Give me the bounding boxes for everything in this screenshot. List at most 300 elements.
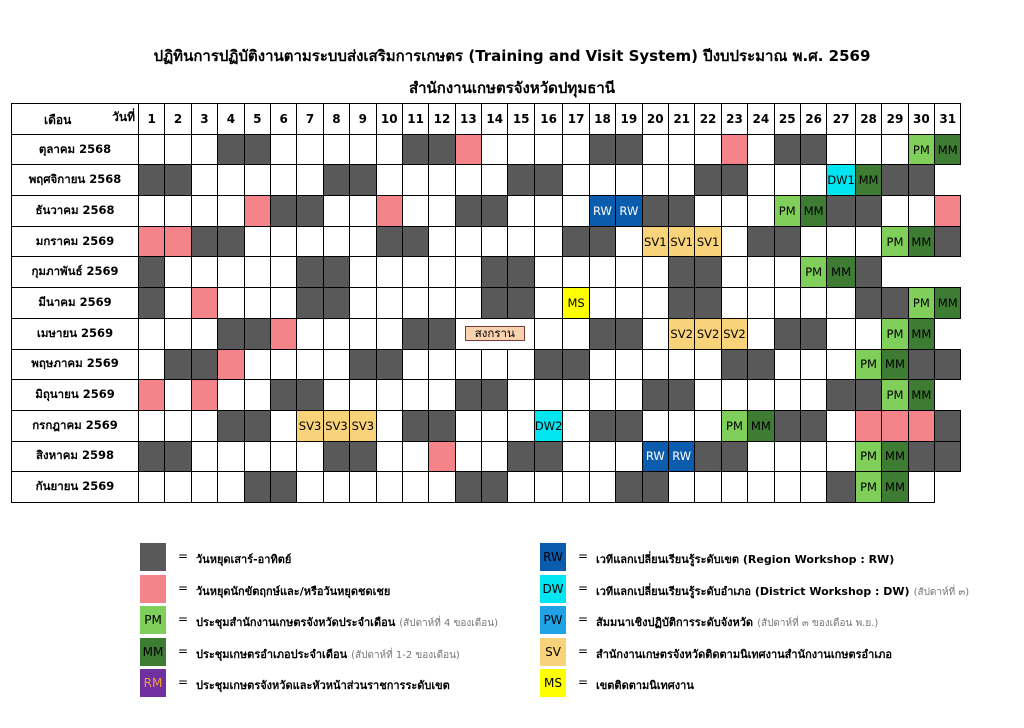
weekend-cell xyxy=(508,288,534,319)
pm-cell xyxy=(774,196,800,227)
sv-cell xyxy=(695,226,721,257)
dw-cell xyxy=(827,165,856,196)
month-label: มีนาคม 2569 xyxy=(12,288,139,319)
day-cell xyxy=(534,318,563,349)
day-cell xyxy=(855,134,881,165)
day-cell xyxy=(534,380,563,411)
weekend-cell xyxy=(616,410,642,441)
day-cell xyxy=(563,165,589,196)
corner-header xyxy=(12,104,139,135)
day-cell xyxy=(402,472,428,503)
legend-text xyxy=(196,645,460,663)
day-cell xyxy=(616,441,642,472)
day-cell xyxy=(270,288,296,319)
mm-cell xyxy=(855,165,881,196)
day-cell xyxy=(508,134,534,165)
weekend-cell xyxy=(800,134,826,165)
day-cell xyxy=(350,196,376,227)
day-cell xyxy=(563,441,589,472)
weekend-cell xyxy=(935,410,961,441)
day-cell xyxy=(563,472,589,503)
day-header-cell: 16 xyxy=(534,104,563,135)
day-cell xyxy=(721,472,747,503)
day-cell xyxy=(800,472,826,503)
pm-cell xyxy=(855,441,881,472)
day-header-cell: 27 xyxy=(827,104,856,135)
rw-cell xyxy=(668,441,694,472)
weekend-cell xyxy=(774,318,800,349)
legend-description: ประชุมสำนักงานเกษตรจังหวัดประจำเดือน xyxy=(196,616,396,629)
month-label: มิถุนายน 2569 xyxy=(12,380,139,411)
sv-cell xyxy=(297,410,323,441)
day-header-cell: 31 xyxy=(935,104,961,135)
day-cell xyxy=(165,472,191,503)
day-cell xyxy=(270,410,296,441)
day-cell xyxy=(482,441,508,472)
day-cell xyxy=(297,134,323,165)
day-cell xyxy=(191,165,217,196)
day-cell xyxy=(402,257,428,288)
day-cell xyxy=(191,134,217,165)
month-header-label: เดือน xyxy=(44,112,72,127)
weekend-cell xyxy=(855,380,881,411)
day-cell xyxy=(429,165,455,196)
weekend-cell xyxy=(323,165,349,196)
legend-swatch xyxy=(140,543,166,571)
day-cell xyxy=(244,226,270,257)
weekend-cell xyxy=(827,380,856,411)
weekend-cell xyxy=(668,380,694,411)
pm-cell xyxy=(882,226,908,257)
legend-equals: = xyxy=(578,675,589,689)
weekend-cell xyxy=(191,349,217,380)
weekend-cell xyxy=(270,380,296,411)
pm-label: PM xyxy=(805,265,823,280)
day-cell xyxy=(774,441,800,472)
day-cell xyxy=(376,257,402,288)
day-cell xyxy=(482,134,508,165)
weekend-cell xyxy=(508,257,534,288)
day-cell xyxy=(402,288,428,319)
calendar-body xyxy=(12,134,961,502)
day-cell xyxy=(429,257,455,288)
weekend-cell xyxy=(642,196,668,227)
weekend-cell xyxy=(589,134,615,165)
day-cell xyxy=(139,349,165,380)
holiday-cell xyxy=(429,441,455,472)
legend-text xyxy=(196,550,291,568)
empty-cell xyxy=(908,257,934,288)
day-cell xyxy=(244,380,270,411)
day-cell xyxy=(589,349,615,380)
legend-text xyxy=(596,676,694,694)
mm-label: MM xyxy=(911,388,932,403)
weekend-cell xyxy=(482,288,508,319)
weekend-cell xyxy=(616,472,642,503)
weekend-cell xyxy=(668,257,694,288)
day-cell xyxy=(165,288,191,319)
day-cell xyxy=(191,472,217,503)
sv-label: SV1 xyxy=(670,234,693,249)
weekend-cell xyxy=(139,257,165,288)
day-cell xyxy=(827,441,856,472)
month-row xyxy=(12,349,961,380)
day-header-cell: 9 xyxy=(350,104,376,135)
day-cell xyxy=(270,257,296,288)
day-cell xyxy=(616,288,642,319)
month-row xyxy=(12,165,961,196)
day-cell xyxy=(774,257,800,288)
day-cell xyxy=(270,134,296,165)
dw-label: DW1 xyxy=(827,173,855,188)
weekend-cell xyxy=(218,318,244,349)
sv-label: SV1 xyxy=(644,234,667,249)
day-cell xyxy=(616,257,642,288)
songkran-cell xyxy=(455,318,534,349)
mm-label: MM xyxy=(831,265,852,280)
day-cell xyxy=(429,226,455,257)
pm-label: PM xyxy=(886,326,904,341)
month-row xyxy=(12,134,961,165)
pm-cell xyxy=(855,472,881,503)
month-label: กุมภาพันธ์ 2569 xyxy=(12,257,139,288)
day-cell xyxy=(376,410,402,441)
legend-swatch xyxy=(140,575,166,603)
legend-equals: = xyxy=(578,549,589,563)
weekend-cell xyxy=(376,226,402,257)
day-cell xyxy=(668,134,694,165)
day-cell xyxy=(508,196,534,227)
page-title: ปฏิทินการปฏิบัติงานตามระบบส่งเสริมการเกษตร (Training and Visit System) ปีงบประมาณ พ.ศ. 2569 xyxy=(153,47,871,65)
month-row xyxy=(12,472,961,503)
day-cell xyxy=(165,134,191,165)
day-cell xyxy=(350,288,376,319)
day-cell xyxy=(270,226,296,257)
day-cell xyxy=(748,318,774,349)
day-cell xyxy=(855,318,881,349)
pm-cell xyxy=(882,380,908,411)
month-row xyxy=(12,288,961,319)
holiday-cell xyxy=(139,380,165,411)
holiday-cell xyxy=(191,380,217,411)
weekend-cell xyxy=(323,257,349,288)
legend-right xyxy=(540,543,1010,703)
day-cell xyxy=(244,288,270,319)
day-cell xyxy=(774,165,800,196)
day-cell xyxy=(508,349,534,380)
month-label: พฤศจิกายน 2568 xyxy=(12,165,139,196)
legend-text xyxy=(596,613,878,631)
legend-text xyxy=(196,613,498,631)
day-cell xyxy=(244,441,270,472)
day-cell xyxy=(402,349,428,380)
day-cell xyxy=(402,380,428,411)
empty-cell xyxy=(935,165,961,196)
day-cell xyxy=(616,165,642,196)
day-cell xyxy=(482,226,508,257)
legend-equals: = xyxy=(178,612,189,626)
pm-label: PM xyxy=(886,234,904,249)
day-cell xyxy=(721,226,747,257)
day-cell xyxy=(508,472,534,503)
holiday-cell xyxy=(165,226,191,257)
day-cell xyxy=(800,441,826,472)
holiday-cell xyxy=(139,226,165,257)
sv-cell xyxy=(642,226,668,257)
mm-cell xyxy=(882,349,908,380)
legend-equals: = xyxy=(178,675,189,689)
day-header-label: วันที่ xyxy=(112,110,135,124)
ms-label: MS xyxy=(567,295,585,310)
legend-equals: = xyxy=(178,580,189,595)
day-cell xyxy=(455,288,481,319)
rw-cell xyxy=(589,196,615,227)
legend-equals: = xyxy=(578,643,589,658)
legend-equals: = xyxy=(178,549,189,563)
mm-label: MM xyxy=(911,326,932,341)
weekend-cell xyxy=(429,410,455,441)
pm-cell xyxy=(908,288,934,319)
month-row xyxy=(12,257,961,288)
day-cell xyxy=(323,226,349,257)
day-cell xyxy=(616,226,642,257)
sv-cell xyxy=(668,318,694,349)
weekend-cell xyxy=(297,257,323,288)
day-header-cell: 13 xyxy=(455,104,481,135)
day-cell xyxy=(139,472,165,503)
weekend-cell xyxy=(139,288,165,319)
weekend-cell xyxy=(855,288,881,319)
month-label: ธันวาคม 2568 xyxy=(12,196,139,227)
day-cell xyxy=(534,257,563,288)
day-header-cell: 2 xyxy=(165,104,191,135)
pm-label: PM xyxy=(912,295,930,310)
day-cell xyxy=(429,288,455,319)
day-cell xyxy=(376,441,402,472)
day-cell xyxy=(774,380,800,411)
weekend-cell xyxy=(218,134,244,165)
day-cell xyxy=(695,349,721,380)
day-cell xyxy=(908,196,934,227)
weekend-cell xyxy=(429,318,455,349)
day-cell xyxy=(827,134,856,165)
holiday-cell xyxy=(191,288,217,319)
day-cell xyxy=(270,165,296,196)
day-cell xyxy=(563,380,589,411)
mm-cell xyxy=(935,134,961,165)
weekend-cell xyxy=(616,134,642,165)
mm-cell xyxy=(827,257,856,288)
weekend-cell xyxy=(935,441,961,472)
mm-cell xyxy=(882,472,908,503)
day-cell xyxy=(350,472,376,503)
legend-text xyxy=(196,582,390,600)
day-cell xyxy=(534,288,563,319)
day-header-cell: 10 xyxy=(376,104,402,135)
day-cell xyxy=(165,318,191,349)
day-header-cell: 6 xyxy=(270,104,296,135)
day-header-cell: 20 xyxy=(642,104,668,135)
weekend-cell xyxy=(855,196,881,227)
weekend-cell xyxy=(508,441,534,472)
holiday-cell xyxy=(935,196,961,227)
day-header-cell: 15 xyxy=(508,104,534,135)
day-header-cell: 29 xyxy=(882,104,908,135)
holiday-cell xyxy=(908,410,934,441)
day-cell xyxy=(376,165,402,196)
day-cell xyxy=(589,257,615,288)
mm-label: MM xyxy=(937,142,958,157)
legend-text xyxy=(196,676,450,694)
day-cell xyxy=(165,410,191,441)
day-cell xyxy=(323,134,349,165)
empty-cell xyxy=(935,380,961,411)
rw-label: RW xyxy=(593,203,612,218)
rw-label: RW xyxy=(619,203,639,218)
weekend-cell xyxy=(721,349,747,380)
weekend-cell xyxy=(589,410,615,441)
pm-cell xyxy=(882,318,908,349)
day-header-cell: 5 xyxy=(244,104,270,135)
mm-label: MM xyxy=(911,234,932,249)
day-cell xyxy=(668,472,694,503)
pm-cell xyxy=(855,349,881,380)
mm-cell xyxy=(908,318,934,349)
weekend-cell xyxy=(589,226,615,257)
weekend-cell xyxy=(695,257,721,288)
month-label: มกราคม 2569 xyxy=(12,226,139,257)
day-cell xyxy=(165,196,191,227)
weekend-cell xyxy=(800,318,826,349)
pm-label: PM xyxy=(912,142,930,157)
legend-note: (สัปดาห์ที่ ๓) xyxy=(913,586,970,598)
day-cell xyxy=(323,349,349,380)
day-cell xyxy=(721,257,747,288)
weekend-cell xyxy=(482,472,508,503)
weekend-cell xyxy=(774,410,800,441)
day-cell xyxy=(165,257,191,288)
weekend-cell xyxy=(908,441,934,472)
dw-label: DW2 xyxy=(534,418,563,433)
day-cell xyxy=(218,196,244,227)
pm-cell xyxy=(800,257,826,288)
empty-cell xyxy=(882,257,908,288)
weekend-cell xyxy=(721,441,747,472)
weekend-cell xyxy=(563,349,589,380)
day-cell xyxy=(323,380,349,411)
day-cell xyxy=(589,441,615,472)
holiday-cell xyxy=(376,196,402,227)
mm-label: MM xyxy=(750,418,771,433)
holiday-cell xyxy=(455,134,481,165)
weekend-cell xyxy=(244,472,270,503)
day-cell xyxy=(827,288,856,319)
day-cell xyxy=(827,410,856,441)
weekend-cell xyxy=(244,318,270,349)
weekend-cell xyxy=(882,165,908,196)
day-cell xyxy=(774,288,800,319)
month-label: สิงหาคม 2598 xyxy=(12,441,139,472)
legend-equals: = xyxy=(578,612,589,626)
day-cell xyxy=(455,441,481,472)
day-cell xyxy=(800,380,826,411)
sv-label: SV2 xyxy=(696,326,720,341)
day-cell xyxy=(827,318,856,349)
day-cell xyxy=(323,318,349,349)
weekend-cell xyxy=(668,196,694,227)
day-header-cell: 11 xyxy=(402,104,428,135)
weekend-cell xyxy=(534,441,563,472)
mm-label: MM xyxy=(885,480,905,495)
weekend-cell xyxy=(695,288,721,319)
day-cell xyxy=(642,165,668,196)
weekend-cell xyxy=(748,349,774,380)
day-cell xyxy=(508,380,534,411)
weekend-cell xyxy=(165,441,191,472)
day-cell xyxy=(191,410,217,441)
day-cell xyxy=(244,257,270,288)
legend-swatch: MM xyxy=(140,638,166,666)
day-cell xyxy=(882,196,908,227)
day-cell xyxy=(218,288,244,319)
weekend-cell xyxy=(563,226,589,257)
day-cell xyxy=(774,349,800,380)
day-header-cell: 17 xyxy=(563,104,589,135)
day-header-cell: 4 xyxy=(218,104,244,135)
day-cell xyxy=(882,134,908,165)
mm-label: MM xyxy=(803,203,824,218)
sv-cell xyxy=(350,410,376,441)
legend-left xyxy=(140,543,540,703)
day-cell xyxy=(297,318,323,349)
day-cell xyxy=(563,257,589,288)
mm-cell xyxy=(748,410,774,441)
month-label: กันยายน 2569 xyxy=(12,472,139,503)
weekend-cell xyxy=(455,380,481,411)
legend-text xyxy=(596,550,894,568)
day-cell xyxy=(668,410,694,441)
day-cell xyxy=(244,349,270,380)
day-cell xyxy=(350,257,376,288)
pm-label: PM xyxy=(886,388,904,403)
day-cell xyxy=(589,165,615,196)
day-cell xyxy=(350,318,376,349)
legend-text xyxy=(596,645,892,663)
pm-cell xyxy=(721,410,747,441)
day-cell xyxy=(429,196,455,227)
sv-label: SV2 xyxy=(723,326,746,341)
day-cell xyxy=(482,410,508,441)
day-cell xyxy=(376,134,402,165)
weekend-cell xyxy=(534,349,563,380)
day-cell xyxy=(429,380,455,411)
legend-description: สัมมนาเชิงปฏิบัติการระดับจังหวัด xyxy=(596,616,754,629)
day-header-cell: 22 xyxy=(695,104,721,135)
legend-swatch: MS xyxy=(540,669,566,697)
day-cell xyxy=(748,257,774,288)
weekend-cell xyxy=(748,226,774,257)
weekend-cell xyxy=(402,226,428,257)
day-header-cell: 7 xyxy=(297,104,323,135)
sv-label: SV3 xyxy=(325,418,348,433)
day-cell xyxy=(563,196,589,227)
rw-cell xyxy=(642,441,668,472)
weekend-cell xyxy=(695,441,721,472)
day-cell xyxy=(748,165,774,196)
weekend-cell xyxy=(270,472,296,503)
day-header-cell: 14 xyxy=(482,104,508,135)
weekend-cell xyxy=(139,165,165,196)
